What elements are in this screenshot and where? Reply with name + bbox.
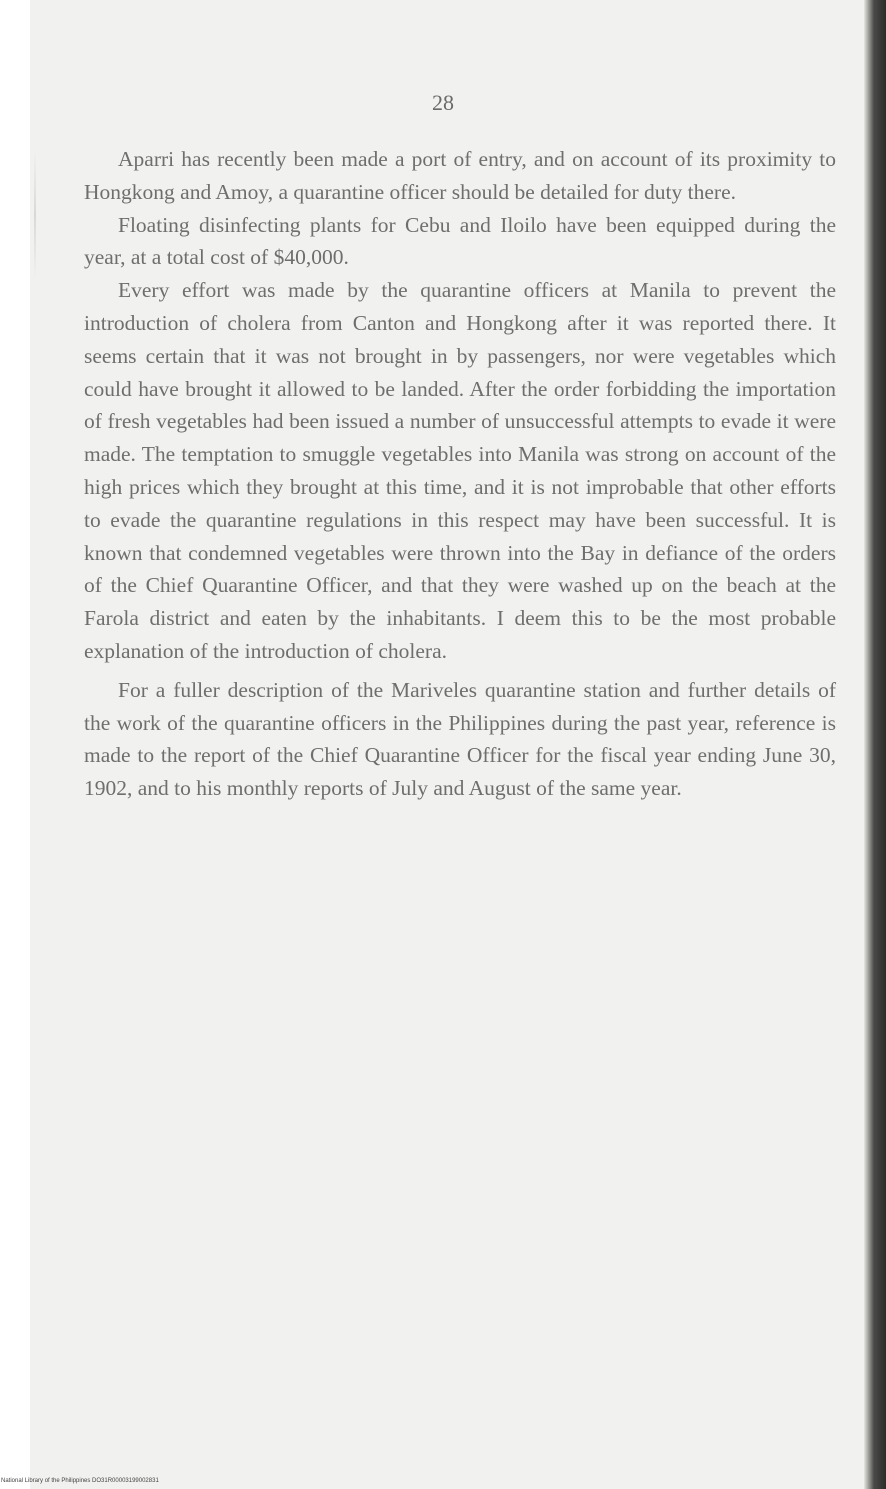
page-number: 28	[432, 90, 454, 115]
body-text	[84, 143, 836, 805]
footer-credit: National Library of the Philippines DO31R00003199002831	[1, 1478, 159, 1484]
page-crease	[34, 150, 36, 280]
left-margin-strip	[0, 0, 30, 1489]
paragraph-cholera: Every effort was made by the quarantine officers at Manila to prevent the introduction of cholera from Canton and Hongkong after it was reported there. It seems certain that it was not brought in by passengers, nor were vegetables which could have brought it allowed to be landed. After the order forbidding the importation of fresh vegetables had been issued a number of unsuccessful attempts to evade it were made. The temptation to smuggle vegetables into Manila was strong on account of the high prices which they brought at this time, and it is not improbable that other efforts to evade the quarantine regulations in this respect may have been successful. It is known that condemned vegetables were thrown into the Bay in defiance of the orders of the Chief Quarantine Officer, and that they were washed up on the beach at the Farola district and eaten by the inhabitants. I deem this to be the most probable explanation of the introduction of cholera.	[84, 278, 836, 663]
paragraph-mariveles: For a fuller description of the Mariveles quarantine station and further details of the work of the quarantine officers in the Philippines during the past year, reference is made to the report of the Chief Quarantine Officer for the fiscal year ending June 30, 1902, and to his monthly reports of July and August of the same year.	[84, 677, 836, 801]
page-edge-shadow	[864, 0, 886, 1489]
paragraph-aparri: Aparri has recently been made a port of entry, and on account of its proximity to Hongkong and Amoy, a quarantine officer should be detailed for duty there.	[84, 147, 836, 204]
paragraph-floating-plants: Floating disinfecting plants for Cebu and Iloilo have been equipped during the year, at a total cost of $40,000.	[84, 212, 836, 270]
